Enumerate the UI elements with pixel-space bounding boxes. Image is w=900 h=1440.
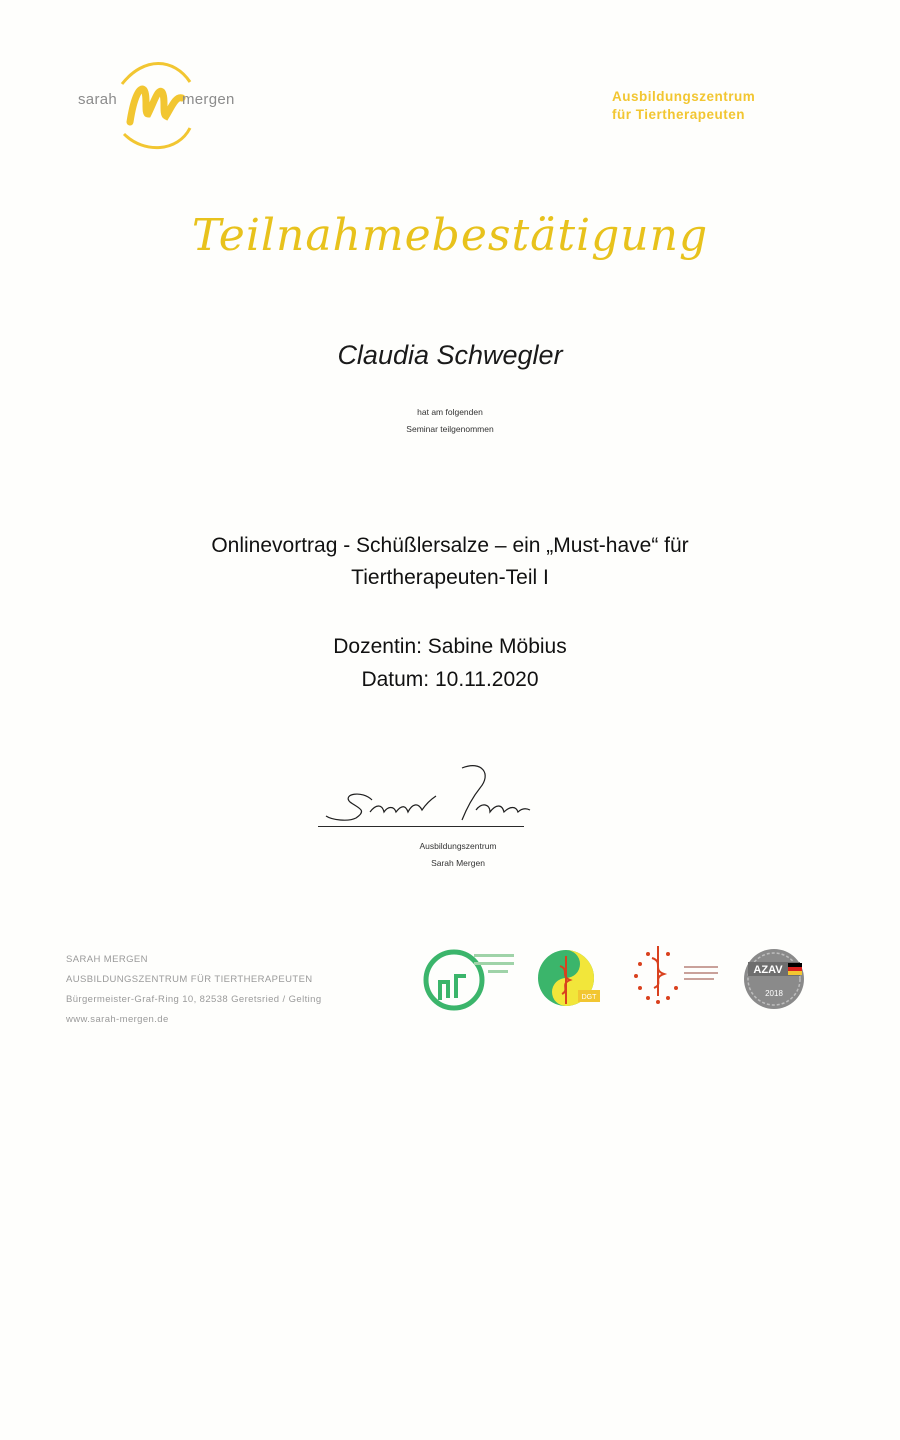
participant-name: Claudia Schwegler [337, 340, 563, 370]
intro-line1: hat am folgenden [417, 407, 483, 417]
organisation-title [612, 88, 792, 124]
footer-line2: AUSBILDUNGSZENTRUM FÜR TIERTHERAPEUTEN [66, 974, 313, 985]
footer-line1: SARAH MERGEN [66, 954, 148, 965]
footer-line3: Bürgermeister-Graf-Ring 10, 82538 Geretsried / Gelting [66, 994, 322, 1005]
signature-caption [0, 838, 900, 872]
signature-caption-line1: Ausbildungszentrum [419, 841, 497, 851]
dgt-badge-icon [536, 946, 606, 1010]
intro-text [0, 404, 900, 438]
handwritten-signature [312, 760, 542, 830]
sarah-mergen-logo [78, 56, 258, 156]
lecturer-name: Dozentin: Sabine Möbius [333, 635, 567, 658]
azav-certification-badge-icon [738, 946, 810, 1012]
medical-star-badge-icon [628, 940, 723, 1012]
seminar-date: Datum: 10.11.2020 [361, 668, 539, 691]
org-title-line1: Ausbildungszentrum [612, 89, 756, 104]
seminar-title-line2: Tiertherapeuten-Teil I [351, 566, 549, 589]
logo-text-left: sarah [78, 91, 118, 108]
footer-address [66, 950, 322, 1030]
signature-line [318, 826, 524, 827]
document-heading: Teilnahmebestätigung [191, 210, 709, 261]
signature-caption-line2: Sarah Mergen [431, 858, 485, 868]
azav-year: 2018 [765, 989, 783, 998]
logo-text-right: mergen [182, 91, 235, 108]
intro-line2: Seminar teilgenommen [406, 424, 494, 434]
certification-badges [418, 940, 818, 1020]
footer-line4: www.sarah-mergen.de [66, 1014, 169, 1025]
azav-text: AZAV [753, 964, 783, 976]
seminar-title [0, 530, 900, 594]
association-badge-green-icon [418, 940, 518, 1012]
lecturer-block [0, 630, 900, 696]
org-title-line2: für Tiertherapeuten [612, 107, 746, 122]
seminar-title-line1: Onlinevortrag - Schüßlersalze – ein „Must-have“ für [211, 534, 689, 557]
dgt-text: DGT [581, 994, 597, 1001]
